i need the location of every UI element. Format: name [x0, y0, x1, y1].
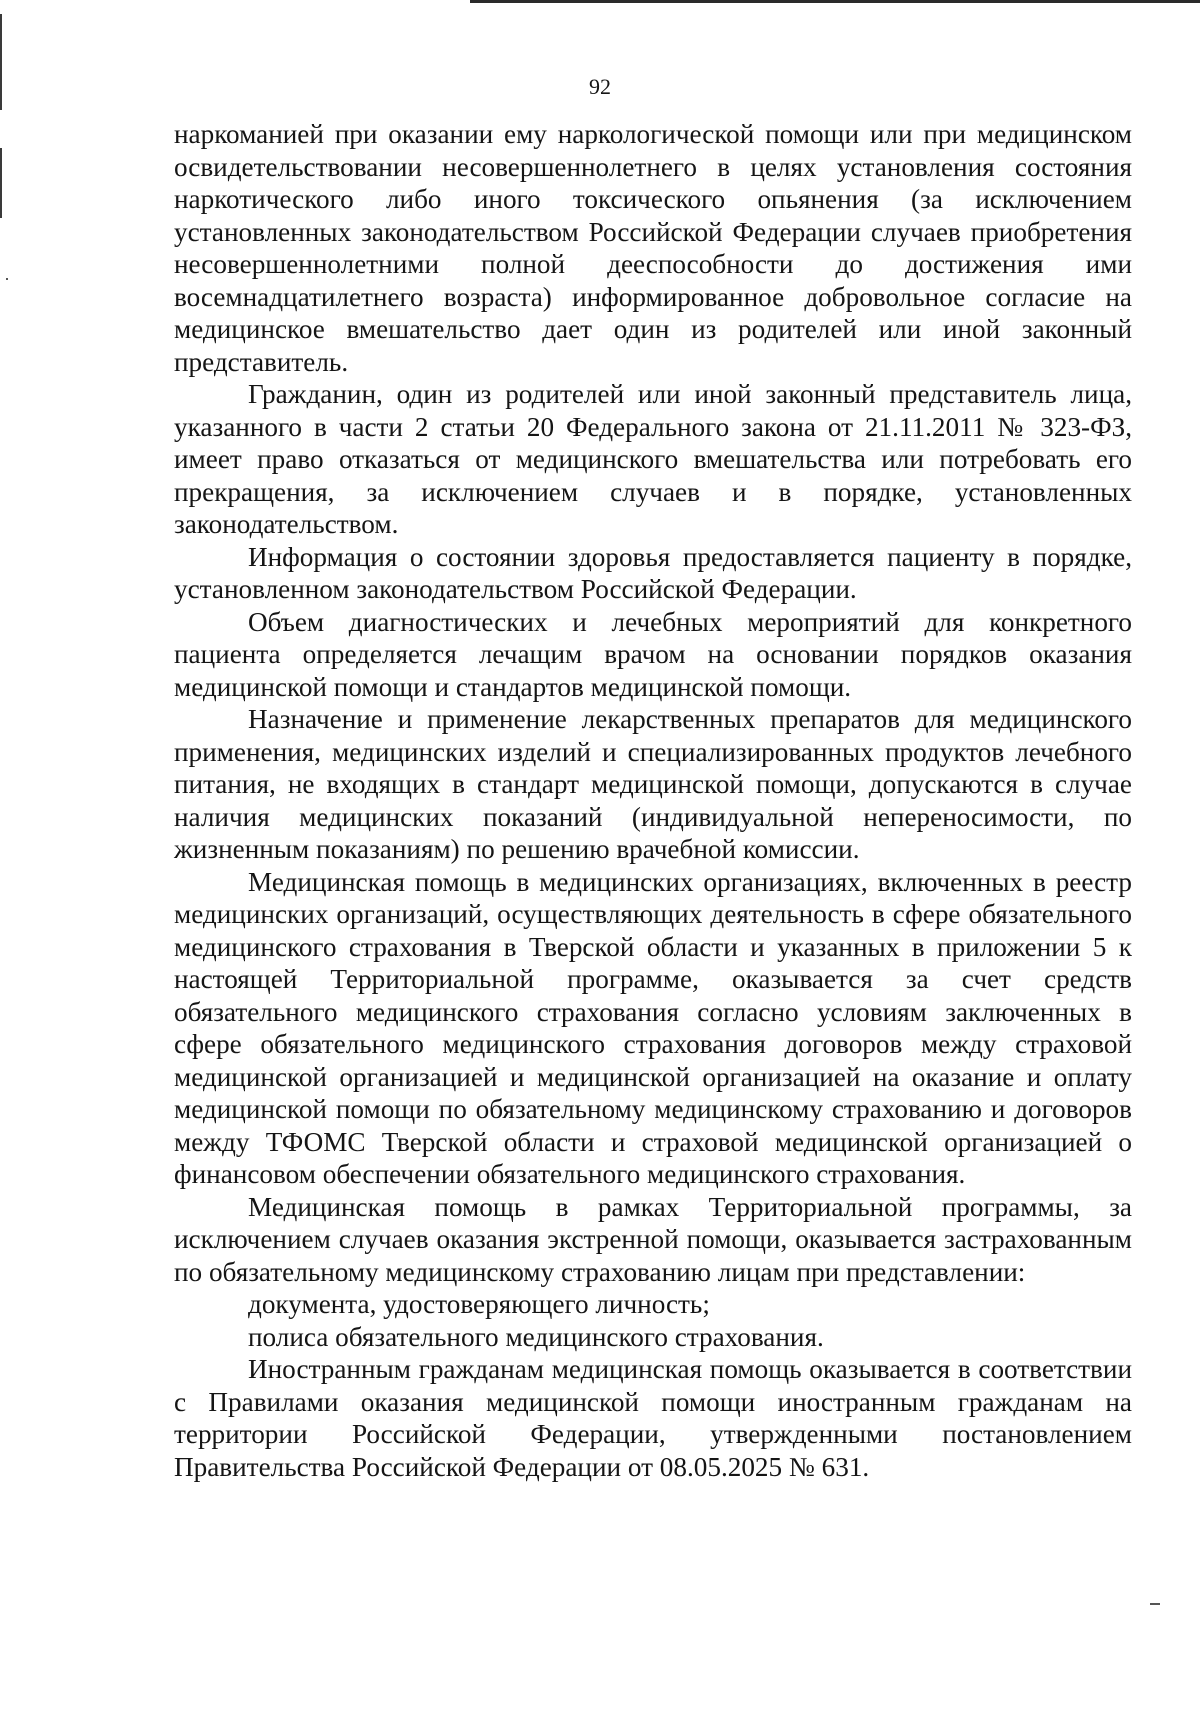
top-scan-rule — [470, 0, 1200, 3]
left-scan-mark — [0, 148, 2, 218]
paragraph: Гражданин, один из родителей или иной законный представитель лица, указанного в части 2 статьи 20 Федерального закона от 21.11.2011 № 323-ФЗ, имеет право отказаться от медицинского вмешательства или потребовать его прекращения, за исключением случаев и в порядке, установленных законодательством. — [174, 379, 1132, 539]
paragraph: Медицинская помощь в рамках Территориальной программы, за исключением случаев оказания экстренной помощи, оказывается застрахованным по обязательному медицинскому страхованию лицам при представлении: — [174, 1191, 1132, 1287]
page-number: 92 — [589, 74, 611, 99]
list-item: полиса обязательного медицинского страхования. — [248, 1321, 824, 1352]
paragraph: Иностранным гражданам медицинская помощь оказывается в соответствии с Правилами оказания медицинской помощи иностранным гражданам на территории Российской Федерации, утвержденными постановлением Правительства Российской Федерации от 08.05.2025 № 631. — [174, 1354, 1132, 1482]
list-item: документа, удостоверяющего личность; — [248, 1289, 710, 1319]
paragraph: наркоманией при оказании ему наркологической помощи или при медицинском освидетельствовании несовершеннолетнего в целях установления состояния наркотического либо иного токсического опьянения (за исключением установленных законодательством Российской Федерации случаев приобретения несовершеннолетними полной дееспособности до достижения ими восемнадцатилетнего возраста) информированное добровольное согласие на медицинское вмешательство дает один из родителей или иной законный представитель. — [174, 119, 1132, 377]
paragraph: Объем диагностических и лечебных мероприятий для конкретного пациента определяется лечащим врачом на основании порядков оказания медицинской помощи и стандартов медицинской помощи. — [174, 606, 1132, 702]
scan-speck — [1150, 1603, 1160, 1605]
paragraph: Медицинская помощь в медицинских организациях, включенных в реестр медицинских организаций, осуществляющих деятельность в сфере обязательного медицинского страхования в Тверской области и указанных в приложении 5 к настоящей Территориальной программе, оказывается за счет средств обязательного медицинского страхования согласно условиям заключенных в сфере обязательного медицинского страхования договоров между страховой медицинской организацией и медицинской организацией на оказание и оплату медицинской помощи по обязательному медицинскому страхованию и договоров между ТФОМС Тверской области и страховой медицинской организацией о финансовом обеспечении обязательного медицинского страхования. — [174, 866, 1132, 1189]
paragraph: Назначение и применение лекарственных препаратов для медицинского применения, медицинских изделий и специализированных продуктов лечебного питания, не входящих в стандарт медицинской помощи, допускаются в случае наличия медицинских показаний (индивидуальной непереносимости, по жизненным показаниям) по решению врачебной комиссии. — [174, 704, 1132, 864]
paragraph: Информация о состоянии здоровья предоставляется пациенту в порядке, установленном законодательством Российской Федерации. — [174, 541, 1132, 604]
document-body — [174, 118, 1132, 1483]
scan-speck — [6, 278, 8, 280]
